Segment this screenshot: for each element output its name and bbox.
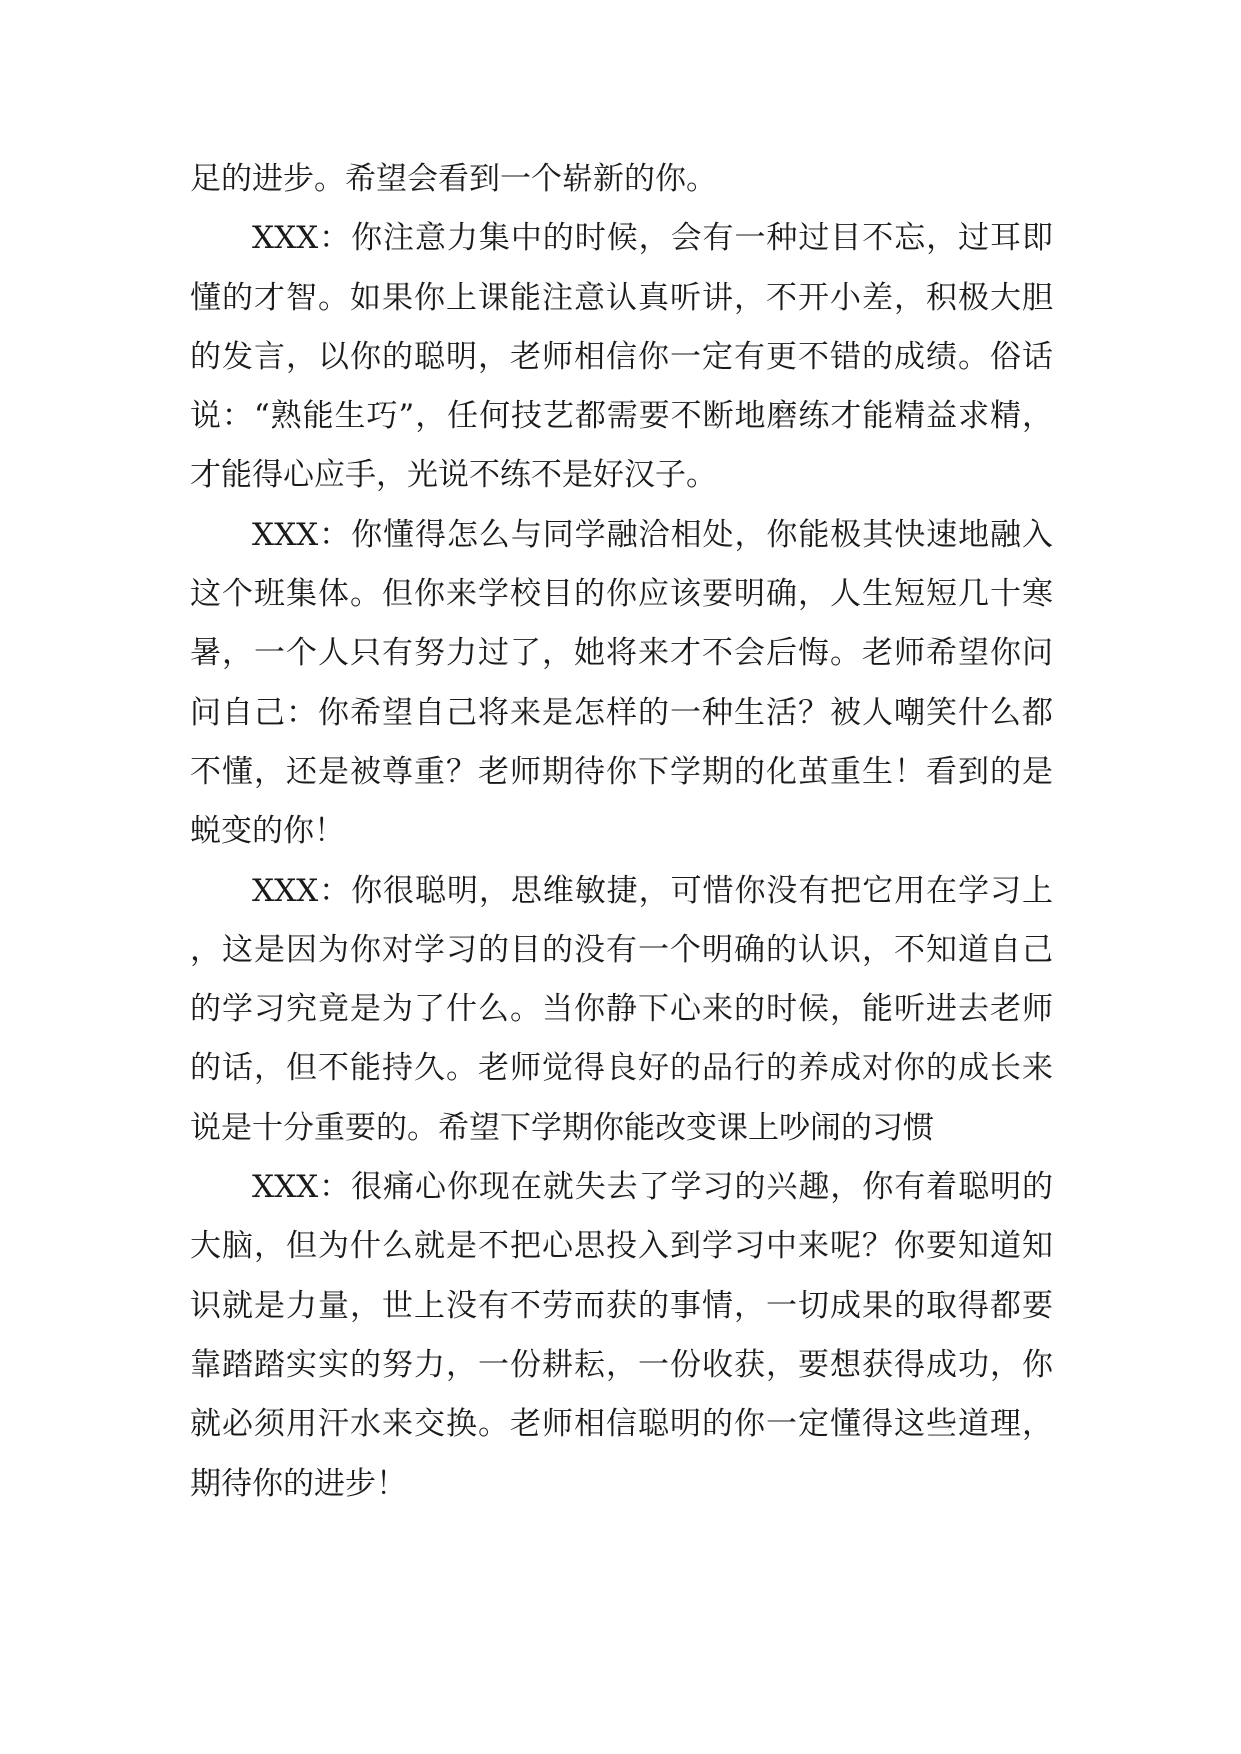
paragraph-comment-1: XXX：你注意力集中的时候，会有一种过目不忘，过耳即懂的才智。如果你上课能注意认真听讲，不开小差，积极大胆的发言，以你的聪明，老师相信你一定有更不错的成绩。俗话说：“熟能生巧”，任何技艺都需要不断地磨练才能精益求精，才能得心应手，光说不练不是好汉子。 [190, 220, 1053, 494]
paragraph-continuation: 足的进步。希望会看到一个崭新的你。 [190, 161, 717, 197]
paragraph-comment-3: XXX：你很聪明，思维敏捷，可惜你没有把它用在学习上，这是因为你对学习的目的没有一个明确的认识，不知道自己的学习究竟是为了什么。当你静下心来的时候，能听进去老师的话，但不能持久。老师觉得良好的品行的养成对你的成长来说是十分重要的。希望下学期你能改变课上吵闹的习惯 [190, 872, 1053, 1146]
document-body [190, 150, 1053, 1514]
paragraph-comment-4: XXX：很痛心你现在就失去了学习的兴趣，你有着聪明的大脑，但为什么就是不把心思投入到学习中来呢？你要知道知识就是力量，世上没有不劳而获的事情，一切成果的取得都要靠踏踏实实的努力，一份耕耘，一份收获，要想获得成功，你就必须用汗水来交换。老师相信聪明的你一定懂得这些道理，期待你的进步！ [190, 1169, 1053, 1502]
paragraph-comment-2: XXX：你懂得怎么与同学融洽相处，你能极其快速地融入这个班集体。但你来学校目的你应该要明确，人生短短几十寒暑，一个人只有努力过了，她将来才不会后悔。老师希望你问问自己：你希望自己将来是怎样的一种生活？被人嘲笑什么都不懂，还是被尊重？老师期待你下学期的化茧重生！看到的是蜕变的你！ [190, 516, 1053, 850]
